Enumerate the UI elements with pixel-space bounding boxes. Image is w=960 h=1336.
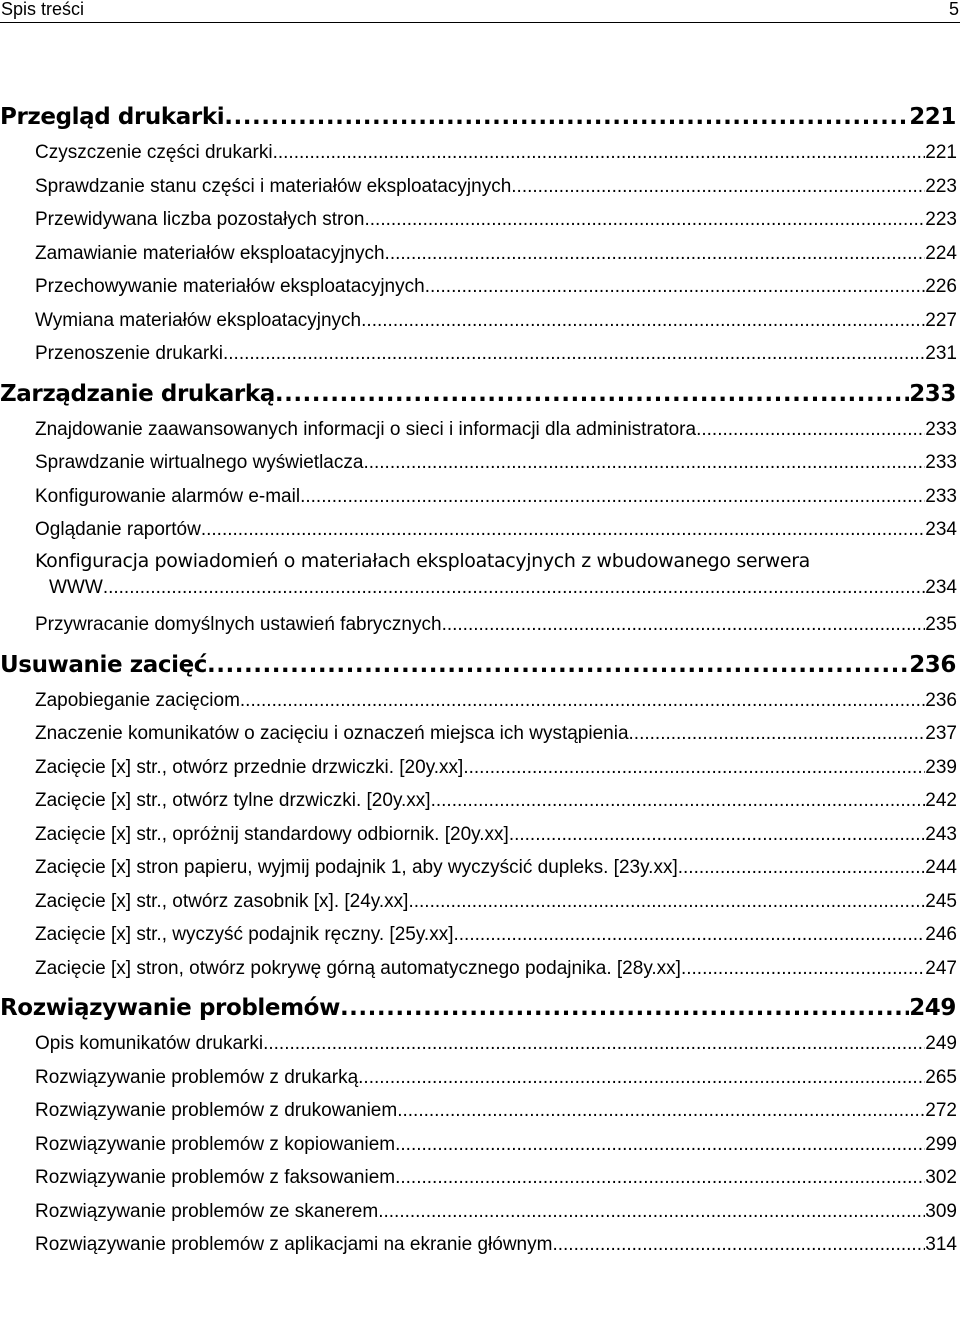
entry-title: Rozwiązywanie problemów z aplikacjami na ekranie głównym xyxy=(35,1234,553,1255)
entry-page: 247 xyxy=(925,957,957,979)
toc-entry[interactable] xyxy=(0,270,957,304)
chapter-page: 221 xyxy=(909,104,956,130)
entry-title-continuation: WWW xyxy=(49,576,103,598)
entry-page: 227 xyxy=(925,309,957,331)
leader-dots xyxy=(425,270,926,304)
toc-entry[interactable] xyxy=(0,547,957,609)
toc-entry[interactable] xyxy=(0,170,957,204)
toc-entry[interactable] xyxy=(0,136,957,170)
entry-page: 221 xyxy=(925,142,957,163)
header-title: Spis treści xyxy=(1,0,85,19)
toc-entry[interactable] xyxy=(0,304,957,338)
leader-dots xyxy=(552,1228,925,1262)
entry-page: 272 xyxy=(925,1100,957,1121)
leader-dots xyxy=(696,413,925,447)
leader-dots xyxy=(240,684,925,718)
toc-entry[interactable] xyxy=(0,952,957,986)
entry-page: 302 xyxy=(925,1167,957,1188)
entry-page: 249 xyxy=(925,1033,957,1054)
leader-dots xyxy=(408,885,925,919)
entry-title: Rozwiązywanie problemów z drukowaniem xyxy=(35,1100,398,1121)
entry-title: Zamawianie materiałów eksploatacyjnych xyxy=(35,242,385,264)
entry-page: 223 xyxy=(925,209,957,230)
entry-title: Zacięcie [x] stron papieru, wyjmij podajnik 1, aby wyczyścić dupleks. [23y.xx] xyxy=(35,857,678,878)
entry-title: Konfigurowanie alarmów e-mail xyxy=(35,485,301,507)
entry-page: 309 xyxy=(925,1200,957,1222)
chapter-title: Przegląd drukarki xyxy=(0,104,225,130)
toc-entry[interactable] xyxy=(0,608,957,642)
toc-entry[interactable] xyxy=(0,413,957,447)
entry-title: Przechowywanie materiałów eksploatacyjnych xyxy=(35,276,425,297)
toc-entry[interactable] xyxy=(0,1094,957,1128)
leader-dots xyxy=(431,784,926,818)
toc-chapter[interactable] xyxy=(0,646,956,684)
leader-dots xyxy=(361,304,925,338)
toc-entry[interactable] xyxy=(0,717,957,751)
entry-title: Rozwiązywanie problemów z drukarką xyxy=(35,1066,359,1088)
leader-dots xyxy=(358,1061,925,1095)
entry-page: 245 xyxy=(925,890,957,912)
toc-entry[interactable] xyxy=(0,513,957,547)
toc-chapter[interactable] xyxy=(0,989,956,1027)
entry-page: 226 xyxy=(925,276,957,297)
entry-page: 233 xyxy=(925,452,957,473)
chapter-title: Usuwanie zacięć xyxy=(0,651,208,678)
entry-page: 235 xyxy=(925,614,957,635)
entry-page: 236 xyxy=(925,689,957,711)
entry-page: 231 xyxy=(925,343,957,364)
leader-dots xyxy=(103,575,925,601)
toc-entry[interactable] xyxy=(0,237,957,271)
entry-page: 237 xyxy=(925,723,957,744)
toc-entry[interactable] xyxy=(0,1061,957,1095)
entry-title: Zacięcie [x] str., opróżnij standardowy odbiornik. [20y.xx] xyxy=(35,823,509,845)
leader-dots xyxy=(378,1195,925,1229)
toc-chapter[interactable] xyxy=(0,98,956,136)
entry-title: Zapobieganie zacięciom xyxy=(35,689,240,711)
page-header xyxy=(0,0,960,23)
toc-entry[interactable] xyxy=(0,1128,957,1162)
entry-page: 234 xyxy=(925,519,957,540)
entry-title: Znajdowanie zaawansowanych informacji o sieci i informacji dla administratora xyxy=(35,418,697,440)
entry-title: Przenoszenie drukarki xyxy=(35,343,223,364)
chapter-title: Rozwiązywanie problemów xyxy=(0,995,340,1021)
entry-page: 239 xyxy=(925,756,957,778)
leader-dots xyxy=(224,98,909,136)
toc-entry[interactable] xyxy=(0,337,957,371)
entry-title: Zacięcie [x] str., otwórz tylne drzwiczki. [20y.xx] xyxy=(35,790,431,811)
chapter-title: Zarządzanie drukarką xyxy=(0,380,275,407)
entry-page: 243 xyxy=(925,823,957,845)
leader-dots xyxy=(207,646,909,684)
entry-page: 265 xyxy=(925,1066,957,1088)
entry-title: Wymiana materiałów eksploatacyjnych xyxy=(35,309,362,331)
toc-entry[interactable] xyxy=(0,885,957,919)
leader-dots xyxy=(275,375,909,413)
entry-page: 242 xyxy=(925,790,957,811)
leader-dots xyxy=(223,337,925,371)
entry-title: Oglądanie raportów xyxy=(35,519,201,540)
toc-entry[interactable] xyxy=(0,784,957,818)
chapter-page: 249 xyxy=(909,995,956,1021)
toc-entry[interactable] xyxy=(0,446,957,480)
leader-dots xyxy=(273,136,926,170)
entry-title: Sprawdzanie wirtualnego wyświetlacza xyxy=(35,452,364,473)
entry-title: Przewidywana liczba pozostałych stron xyxy=(35,209,365,230)
leader-dots xyxy=(629,717,926,751)
entry-title: Rozwiązywanie problemów z kopiowaniem xyxy=(35,1133,396,1155)
entry-title: Sprawdzanie stanu części i materiałów eksploatacyjnych xyxy=(35,175,512,197)
entry-page: 233 xyxy=(925,418,957,440)
toc-entry[interactable] xyxy=(0,1161,957,1195)
entry-page: 244 xyxy=(925,857,957,878)
toc-entry[interactable] xyxy=(0,851,957,885)
entry-title: Konfiguracja powiadomień o materiałach eksploatacyjnych z wbudowanego serwera xyxy=(35,549,810,572)
entry-title: Rozwiązywanie problemów ze skanerem xyxy=(35,1200,379,1222)
leader-dots xyxy=(511,170,925,204)
entry-page: 234 xyxy=(925,576,957,598)
entry-title: Opis komunikatów drukarki xyxy=(35,1033,264,1054)
entry-page: 246 xyxy=(925,924,957,945)
leader-dots xyxy=(397,1094,925,1128)
entry-title: Zacięcie [x] str., wyczyść podajnik ręczny. [25y.xx] xyxy=(35,924,454,945)
leader-dots xyxy=(365,203,926,237)
toc-entry[interactable] xyxy=(0,818,957,852)
header-page-number: 5 xyxy=(948,0,959,19)
toc-entry[interactable] xyxy=(0,1228,957,1262)
toc-entry[interactable] xyxy=(0,203,957,237)
leader-dots xyxy=(363,446,925,480)
leader-dots xyxy=(442,608,926,642)
leader-dots xyxy=(340,989,909,1027)
toc-entry[interactable] xyxy=(0,1027,957,1061)
chapter-page: 233 xyxy=(909,380,956,407)
entry-title: Zacięcie [x] stron, otwórz pokrywę górną automatycznego podajnika. [28y.xx] xyxy=(35,957,681,979)
leader-dots xyxy=(678,851,926,885)
toc-entry[interactable] xyxy=(0,480,957,514)
entry-page: 299 xyxy=(925,1133,957,1155)
leader-dots xyxy=(681,952,925,986)
toc-chapter[interactable] xyxy=(0,375,956,413)
chapter-page: 236 xyxy=(909,651,956,678)
leader-dots xyxy=(201,513,925,547)
leader-dots xyxy=(395,1128,925,1162)
entry-page: 223 xyxy=(925,175,957,197)
leader-dots xyxy=(453,918,925,952)
leader-dots xyxy=(395,1161,925,1195)
table-of-contents xyxy=(0,98,960,1262)
leader-dots xyxy=(385,237,926,271)
toc-entry[interactable] xyxy=(0,918,957,952)
entry-page: 233 xyxy=(925,485,957,507)
entry-title: Zacięcie [x] str., otwórz zasobnik [x]. [24y.xx] xyxy=(35,890,409,912)
toc-entry[interactable] xyxy=(0,751,957,785)
leader-dots xyxy=(509,818,925,852)
leader-dots xyxy=(300,480,925,514)
entry-title: Przywracanie domyślnych ustawień fabrycznych xyxy=(35,614,442,635)
entry-title: Znaczenie komunikatów o zacięciu i oznaczeń miejsca ich wystąpienia xyxy=(35,723,629,744)
entry-title: Czyszczenie części drukarki xyxy=(35,142,273,163)
toc-entry[interactable] xyxy=(0,684,957,718)
leader-dots xyxy=(463,751,925,785)
entry-page: 224 xyxy=(925,242,957,264)
entry-page: 314 xyxy=(925,1234,957,1255)
entry-title: Rozwiązywanie problemów z faksowaniem xyxy=(35,1167,396,1188)
entry-title: Zacięcie [x] str., otwórz przednie drzwiczki. [20y.xx] xyxy=(35,756,464,778)
toc-entry[interactable] xyxy=(0,1195,957,1229)
leader-dots xyxy=(263,1027,925,1061)
